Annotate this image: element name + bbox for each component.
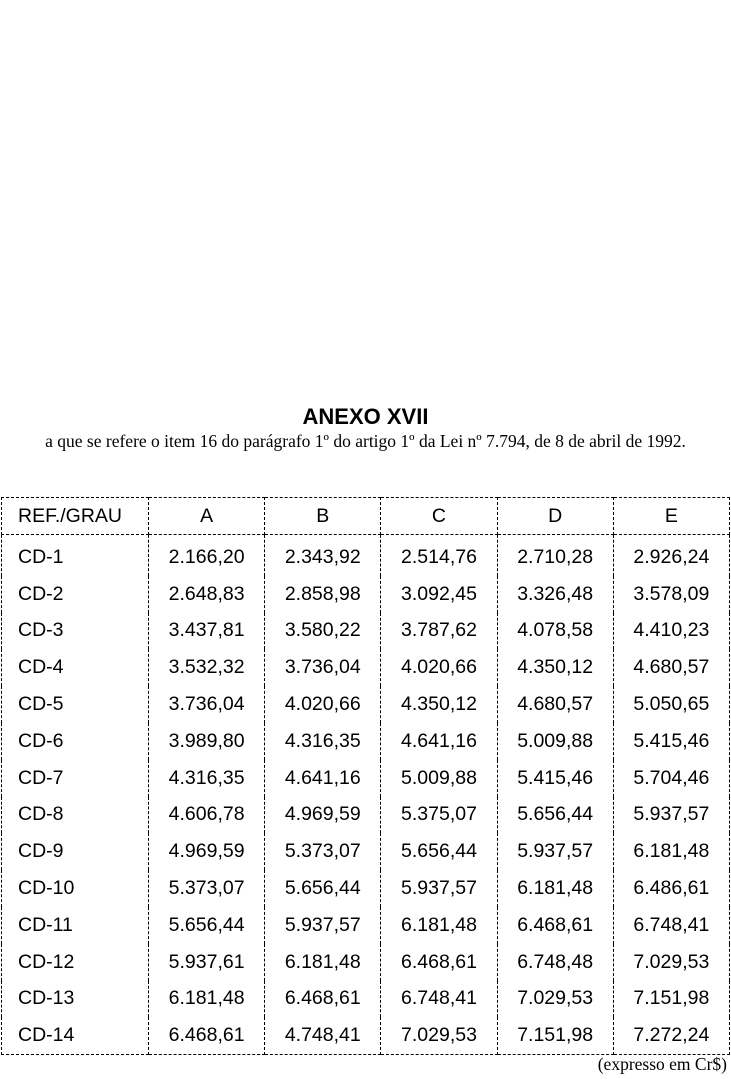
value-cell: 4.020,66 (381, 649, 497, 686)
row-ref-cell: CD-14 (2, 1017, 149, 1054)
row-ref-cell: CD-4 (2, 649, 149, 686)
value-cell: 6.468,61 (265, 981, 381, 1018)
row-ref-cell: CD-9 (2, 833, 149, 870)
value-cell: 4.641,16 (381, 723, 497, 760)
row-ref-cell: CD-8 (2, 797, 149, 834)
column-header-e: E (613, 498, 729, 535)
row-ref-cell: CD-2 (2, 576, 149, 613)
value-cell: 6.181,48 (149, 981, 265, 1018)
value-cell: 5.937,57 (613, 797, 729, 834)
value-cell: 4.969,59 (149, 833, 265, 870)
value-cell: 5.373,07 (265, 833, 381, 870)
table-row (2, 535, 730, 576)
annex-subtitle: a que se refere o item 16 do parágrafo 1º do artigo 1º da Lei nº 7.794, de 8 de abril de 1992. (45, 431, 686, 451)
annex-title: ANEXO XVII (302, 404, 429, 429)
row-ref-cell: CD-12 (2, 944, 149, 981)
row-ref-cell: CD-10 (2, 870, 149, 907)
row-ref-cell: CD-6 (2, 723, 149, 760)
value-cell: 2.926,24 (613, 535, 729, 576)
value-cell: 2.648,83 (149, 576, 265, 613)
value-cell: 4.680,57 (613, 649, 729, 686)
value-cell: 4.680,57 (497, 686, 613, 723)
value-cell: 5.656,44 (149, 907, 265, 944)
value-cell: 5.415,46 (497, 760, 613, 797)
value-cell: 5.937,57 (497, 833, 613, 870)
table-row (2, 944, 730, 981)
column-header-b: B (265, 498, 381, 535)
row-ref-cell: CD-3 (2, 613, 149, 650)
row-ref-cell: CD-1 (2, 535, 149, 576)
value-cell: 5.937,57 (265, 907, 381, 944)
value-cell: 4.350,12 (497, 649, 613, 686)
value-cell: 6.181,48 (613, 833, 729, 870)
table-row (2, 686, 730, 723)
value-cell: 4.641,16 (265, 760, 381, 797)
value-cell: 4.350,12 (381, 686, 497, 723)
value-cell: 2.166,20 (149, 535, 265, 576)
value-cell: 6.181,48 (265, 944, 381, 981)
value-cell: 7.029,53 (381, 1017, 497, 1054)
table-row (2, 649, 730, 686)
row-ref-cell: CD-11 (2, 907, 149, 944)
value-cell: 5.415,46 (613, 723, 729, 760)
value-cell: 3.092,45 (381, 576, 497, 613)
value-cell: 4.316,35 (149, 760, 265, 797)
table-row (2, 870, 730, 907)
table-row (2, 613, 730, 650)
table-header-row (2, 498, 730, 535)
table-row (2, 981, 730, 1018)
value-cell: 4.969,59 (265, 797, 381, 834)
value-cell: 2.858,98 (265, 576, 381, 613)
value-cell: 6.468,61 (381, 944, 497, 981)
value-cell: 4.020,66 (265, 686, 381, 723)
value-cell: 6.468,61 (497, 907, 613, 944)
table-body (2, 535, 730, 1055)
value-cell: 7.151,98 (497, 1017, 613, 1054)
value-cell: 5.937,57 (381, 870, 497, 907)
table-row (2, 1017, 730, 1054)
value-cell: 3.578,09 (613, 576, 729, 613)
value-cell: 5.375,07 (381, 797, 497, 834)
table-row (2, 907, 730, 944)
value-cell: 5.050,65 (613, 686, 729, 723)
value-cell: 3.580,22 (265, 613, 381, 650)
value-cell: 3.736,04 (265, 649, 381, 686)
value-cell: 5.009,88 (497, 723, 613, 760)
value-cell: 6.181,48 (381, 907, 497, 944)
value-cell: 5.656,44 (265, 870, 381, 907)
value-cell: 6.748,41 (613, 907, 729, 944)
value-cell: 6.748,48 (497, 944, 613, 981)
value-cell: 5.373,07 (149, 870, 265, 907)
value-cell: 5.937,61 (149, 944, 265, 981)
table-row (2, 723, 730, 760)
value-cell: 3.787,62 (381, 613, 497, 650)
value-cell: 6.468,61 (149, 1017, 265, 1054)
column-header-a: A (149, 498, 265, 535)
value-cell: 7.029,53 (497, 981, 613, 1018)
table-row (2, 576, 730, 613)
value-cell: 7.151,98 (613, 981, 729, 1018)
value-cell: 5.656,44 (497, 797, 613, 834)
table-row (2, 797, 730, 834)
row-ref-cell: CD-5 (2, 686, 149, 723)
table-row (2, 833, 730, 870)
value-cell: 5.704,46 (613, 760, 729, 797)
value-cell: 6.748,41 (381, 981, 497, 1018)
value-cell: 6.181,48 (497, 870, 613, 907)
value-cell: 4.078,58 (497, 613, 613, 650)
column-header-d: D (497, 498, 613, 535)
value-cell: 7.272,24 (613, 1017, 729, 1054)
value-cell: 7.029,53 (613, 944, 729, 981)
value-cell: 3.736,04 (149, 686, 265, 723)
row-ref-cell: CD-7 (2, 760, 149, 797)
currency-footnote: (expresso em Cr$) (597, 1054, 727, 1074)
value-cell: 2.514,76 (381, 535, 497, 576)
column-header-c: C (381, 498, 497, 535)
value-cell: 4.748,41 (265, 1017, 381, 1054)
value-cell: 3.989,80 (149, 723, 265, 760)
value-cell: 3.532,32 (149, 649, 265, 686)
table-row (2, 760, 730, 797)
row-ref-cell: CD-13 (2, 981, 149, 1018)
value-cell: 4.316,35 (265, 723, 381, 760)
value-cell: 3.326,48 (497, 576, 613, 613)
value-cell: 3.437,81 (149, 613, 265, 650)
value-cell: 5.009,88 (381, 760, 497, 797)
salary-table (1, 497, 730, 1055)
column-header-ref-grau: REF./GRAU (2, 498, 149, 535)
value-cell: 6.486,61 (613, 870, 729, 907)
value-cell: 2.710,28 (497, 535, 613, 576)
value-cell: 5.656,44 (381, 833, 497, 870)
value-cell: 4.410,23 (613, 613, 729, 650)
value-cell: 2.343,92 (265, 535, 381, 576)
value-cell: 4.606,78 (149, 797, 265, 834)
